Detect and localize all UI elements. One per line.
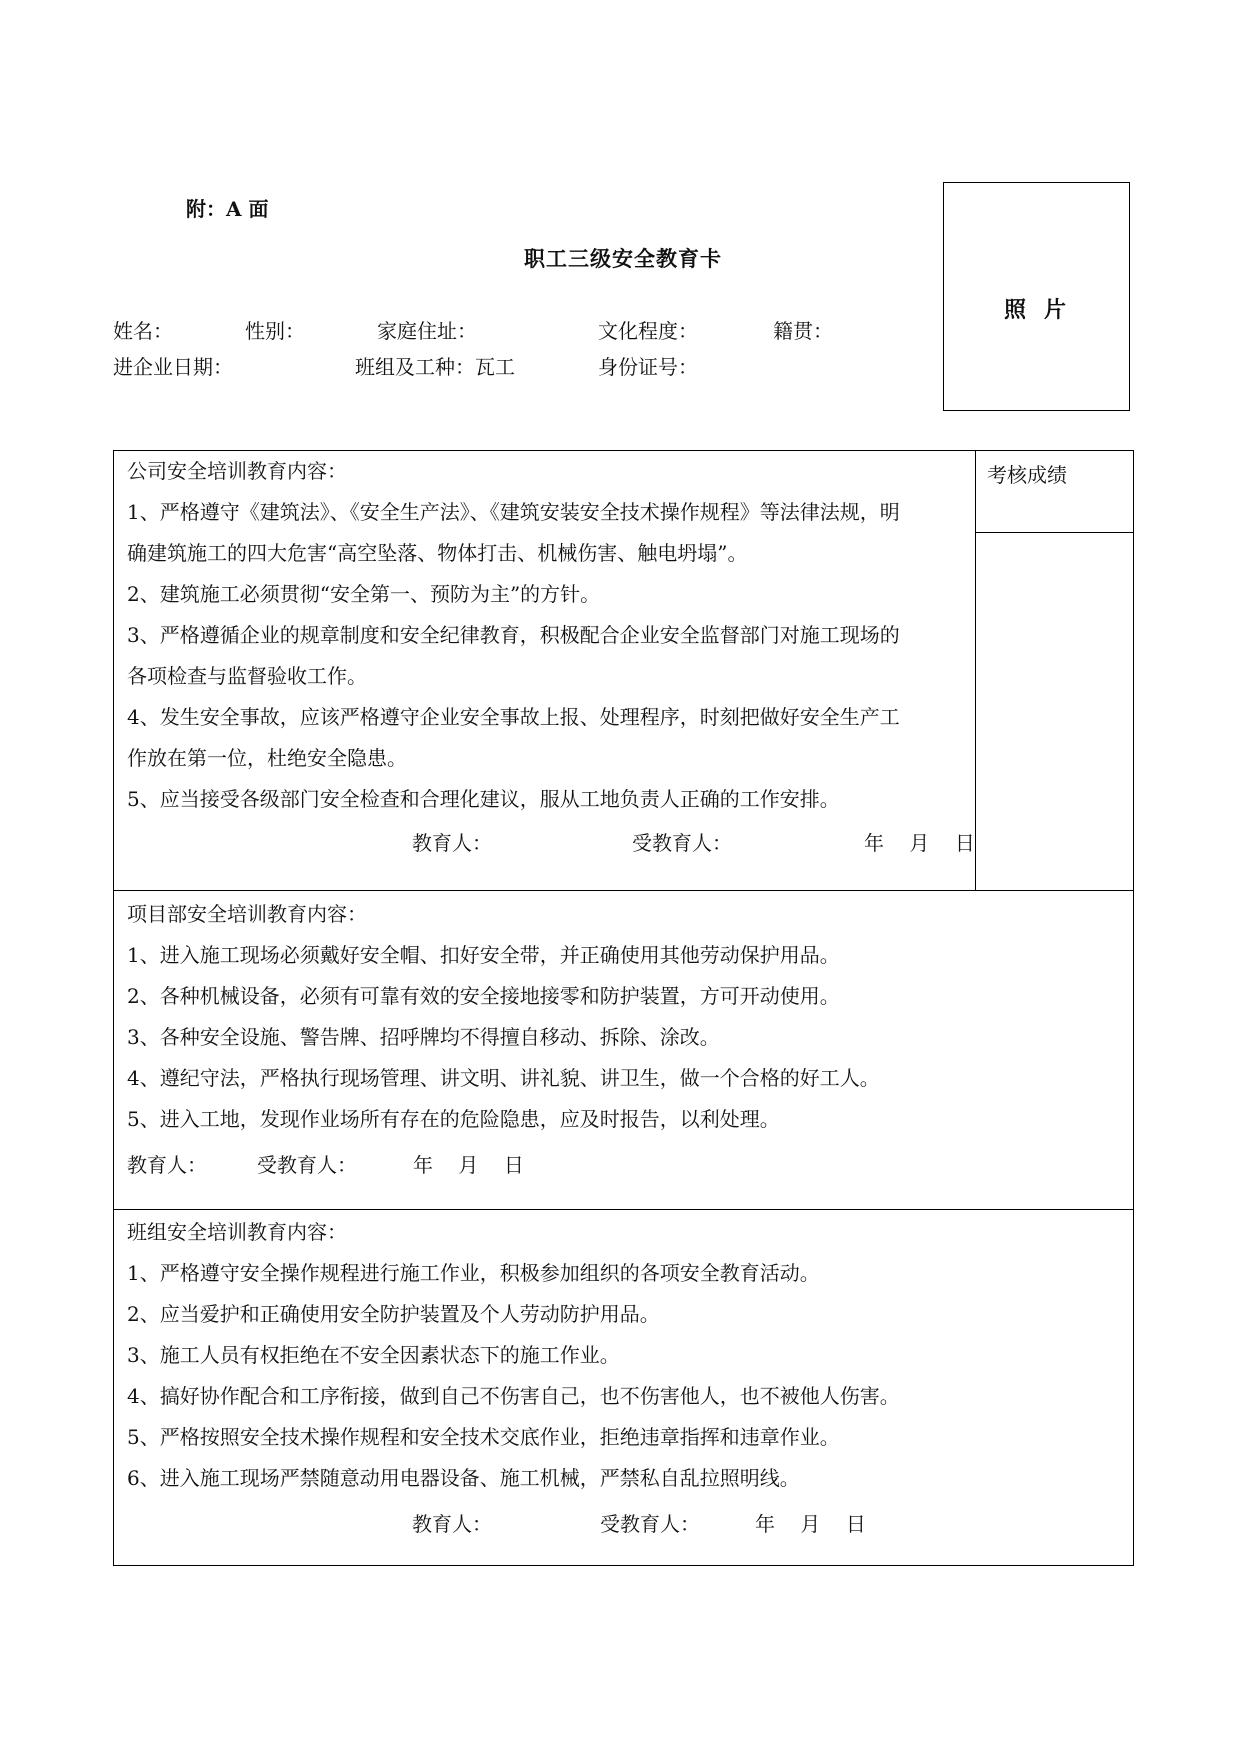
page-title: 职工三级安全教育卡 <box>524 246 722 271</box>
project-line: 4、遵纪守法，严格执行现场管理、讲文明、讲礼貌、讲卫生，做一个合格的好工人。 <box>127 1066 880 1090</box>
team-line: 3、施工人员有权拒绝在不安全因素状态下的施工作业。 <box>127 1343 620 1367</box>
company-line: 4、发生安全事故，应该严格遵守企业安全事故上报、处理程序，时刻把做好安全生产工 <box>127 705 900 729</box>
origin-field: 籍贯： <box>773 319 833 343</box>
company-section <box>127 451 900 820</box>
project-educatee: 受教育人： <box>257 1153 357 1177</box>
photo-label: 照片 <box>1004 297 1085 323</box>
photo-box <box>943 182 1130 411</box>
team-heading: 班组安全培训教育内容： <box>127 1220 347 1244</box>
team-line: 5、严格按照安全技术操作规程和安全技术交底作业，拒绝违章指挥和违章作业。 <box>127 1425 840 1449</box>
company-line: 1、严格遵守《建筑法》、《安全生产法》、《建筑安装安全技术操作规程》等法律法规，明 <box>127 500 900 524</box>
project-line: 1、进入施工现场必须戴好安全帽、扣好安全带，并正确使用其他劳动保护用品。 <box>127 943 840 967</box>
address-field: 家庭住址： <box>377 319 477 343</box>
team-trade-field: 班组及工种：瓦工 <box>355 355 515 379</box>
team-line: 2、应当爱护和正确使用安全防护装置及个人劳动防护用品。 <box>127 1302 660 1326</box>
section-divider-1 <box>114 890 1133 891</box>
team-line: 1、严格遵守安全操作规程进行施工作业，积极参加组织的各项安全教育活动。 <box>127 1261 820 1285</box>
name-field: 姓名： <box>113 319 173 343</box>
company-heading: 公司安全培训教育内容： <box>127 459 347 483</box>
company-date: 年 月 日 <box>864 831 975 855</box>
company-line: 各项检查与监督验收工作。 <box>127 664 367 688</box>
team-line: 4、搞好协作配合和工序衔接，做到自己不伤害自己，也不伤害他人，也不被他人伤害。 <box>127 1384 900 1408</box>
education-table <box>113 450 1134 1566</box>
team-date: 年 月 日 <box>755 1512 866 1536</box>
score-header-divider <box>975 532 1133 533</box>
project-section <box>127 894 880 1140</box>
project-educator: 教育人： <box>127 1153 207 1177</box>
team-educatee: 受教育人： <box>600 1512 700 1536</box>
company-line: 确建筑施工的四大危害“高空坠落、物体打击、机械伤害、触电坍塌”。 <box>127 541 748 565</box>
company-educatee: 受教育人： <box>632 831 732 855</box>
id-number-field: 身份证号： <box>598 355 698 379</box>
company-educator: 教育人： <box>412 831 492 855</box>
entry-date-field: 进企业日期： <box>113 355 233 379</box>
company-line: 2、建筑施工必须贯彻“安全第一、预防为主”的方针。 <box>127 582 601 606</box>
team-section <box>127 1212 900 1499</box>
section-divider-2 <box>114 1209 1133 1210</box>
gender-field: 性别： <box>245 319 305 343</box>
company-line: 3、严格遵循企业的规章制度和安全纪律教育，积极配合企业安全监督部门对施工现场的 <box>127 623 900 647</box>
education-field: 文化程度： <box>598 319 698 343</box>
company-line: 5、应当接受各级部门安全检查和合理化建议，服从工地负责人正确的工作安排。 <box>127 787 840 811</box>
company-line: 作放在第一位，杜绝安全隐患。 <box>127 746 407 770</box>
project-date: 年 月 日 <box>413 1153 524 1177</box>
project-line: 5、进入工地，发现作业场所有存在的危险隐患，应及时报告，以利处理。 <box>127 1107 780 1131</box>
appendix-label: 附：A 面 <box>186 197 269 221</box>
team-educator: 教育人： <box>412 1512 492 1536</box>
project-line: 2、各种机械设备，必须有可靠有效的安全接地接零和防护装置，方可开动使用。 <box>127 984 840 1008</box>
project-heading: 项目部安全培训教育内容： <box>127 902 367 926</box>
score-label: 考核成绩 <box>987 463 1067 487</box>
score-column-divider <box>975 451 976 890</box>
project-line: 3、各种安全设施、警告牌、招呼牌均不得擅自移动、拆除、涂改。 <box>127 1025 720 1049</box>
team-line: 6、进入施工现场严禁随意动用电器设备、施工机械，严禁私自乱拉照明线。 <box>127 1466 800 1490</box>
